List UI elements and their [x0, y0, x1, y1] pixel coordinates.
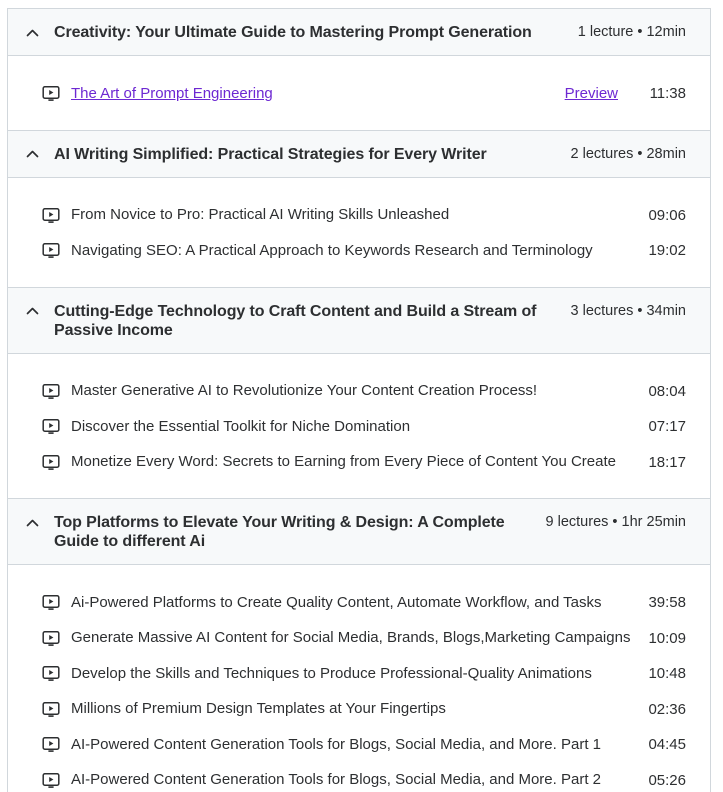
lecture-duration: 11:38 — [649, 85, 686, 103]
lecture-duration: 09:06 — [648, 206, 686, 224]
lecture-row — [8, 621, 710, 657]
video-monitor-play-icon — [42, 242, 60, 259]
lecture-title: Ai-Powered Platforms to Create Quality Content, Automate Workflow, and Tasks — [71, 593, 602, 611]
section-header-3[interactable] — [8, 288, 710, 354]
video-monitor-play-icon — [42, 772, 60, 789]
lecture-title: Master Generative AI to Revolutionize Your Content Creation Process! — [71, 382, 538, 400]
video-monitor-play-icon — [42, 736, 60, 753]
lecture-duration: 18:17 — [648, 453, 686, 471]
lecture-row — [8, 198, 710, 234]
video-monitor-play-icon — [42, 630, 60, 647]
lecture-duration: 39:58 — [648, 594, 686, 612]
lecture-title: Monetize Every Word: Secrets to Earning from Every Piece of Content You Create — [71, 453, 616, 471]
section-title: Top Platforms to Elevate Your Writing & Design: A Complete Guide to different Ai — [54, 514, 505, 550]
preview-link[interactable]: Preview — [564, 85, 618, 103]
section-title: AI Writing Simplified: Practical Strategies for Every Writer — [54, 145, 487, 163]
lecture-duration: 10:09 — [648, 629, 686, 647]
lecture-row — [8, 374, 710, 410]
section-meta: 3 lectures • 34min — [570, 302, 686, 319]
video-monitor-play-icon — [42, 454, 60, 471]
chevron-up-icon — [26, 23, 39, 42]
video-monitor-play-icon — [42, 85, 60, 102]
course-curriculum-panel — [7, 8, 711, 792]
video-monitor-play-icon — [42, 701, 60, 718]
video-monitor-play-icon — [42, 418, 60, 435]
lecture-row — [8, 763, 710, 792]
lecture-title: From Novice to Pro: Practical AI Writing Skills Unleashed — [71, 206, 450, 224]
curriculum-section-4 — [8, 498, 710, 792]
lecture-row — [8, 656, 710, 692]
video-monitor-play-icon — [42, 594, 60, 611]
lecture-title: Navigating SEO: A Practical Approach to Keywords Research and Terminology — [71, 241, 593, 259]
chevron-up-icon — [26, 302, 39, 321]
lecture-title-link[interactable]: The Art of Prompt Engineering — [71, 84, 273, 102]
lecture-title — [71, 85, 565, 103]
lecture-row — [8, 727, 710, 763]
lecture-list-3 — [8, 354, 710, 499]
lecture-duration: 19:02 — [648, 242, 686, 260]
chevron-up-icon — [26, 145, 39, 164]
lecture-title: AI-Powered Content Generation Tools for Blogs, Social Media, and More. Part 2 — [71, 771, 602, 789]
section-title: Cutting-Edge Technology to Craft Content and Build a Stream of Passive Income — [54, 302, 537, 339]
lecture-title: Millions of Premium Design Templates at Your Fingertips — [71, 700, 446, 718]
lecture-title: Generate Massive AI Content for Social Media, Brands, Blogs,Marketing Campaigns — [71, 629, 631, 647]
lecture-list-1 — [8, 56, 710, 130]
chevron-up-icon — [26, 513, 39, 532]
lecture-row — [8, 409, 710, 445]
section-title: Creativity: Your Ultimate Guide to Mastering Prompt Generation — [54, 24, 532, 41]
video-monitor-play-icon — [42, 383, 60, 400]
section-meta: 9 lectures • 1hr 25min — [545, 514, 686, 530]
lecture-title: Develop the Skills and Techniques to Produce Professional-Quality Animations — [71, 664, 592, 682]
lecture-row — [8, 233, 710, 269]
lecture-duration: 04:45 — [648, 736, 686, 754]
section-meta: 2 lectures • 28min — [570, 145, 686, 162]
lecture-duration: 02:36 — [648, 700, 686, 718]
lecture-title: Discover the Essential Toolkit for Niche Domination — [71, 417, 411, 435]
lecture-duration: 10:48 — [648, 665, 686, 683]
section-meta: 1 lecture • 12min — [577, 24, 686, 40]
curriculum-section-2 — [8, 130, 710, 287]
video-monitor-play-icon — [42, 665, 60, 682]
lecture-duration: 05:26 — [648, 771, 686, 789]
lecture-duration: 08:04 — [648, 382, 686, 400]
lecture-list-4 — [8, 565, 710, 792]
lecture-row — [8, 692, 710, 728]
video-monitor-play-icon — [42, 207, 60, 224]
curriculum-section-1 — [8, 9, 710, 130]
lecture-row — [8, 585, 710, 621]
section-header-2[interactable] — [8, 131, 710, 178]
lecture-row — [8, 445, 710, 481]
curriculum-section-3 — [8, 287, 710, 499]
lecture-list-2 — [8, 178, 710, 287]
section-header-1[interactable] — [8, 9, 710, 56]
section-header-4[interactable] — [8, 499, 710, 565]
lecture-row — [8, 76, 710, 112]
lecture-title: AI-Powered Content Generation Tools for Blogs, Social Media, and More. Part 1 — [71, 735, 602, 753]
lecture-duration: 07:17 — [648, 418, 686, 436]
